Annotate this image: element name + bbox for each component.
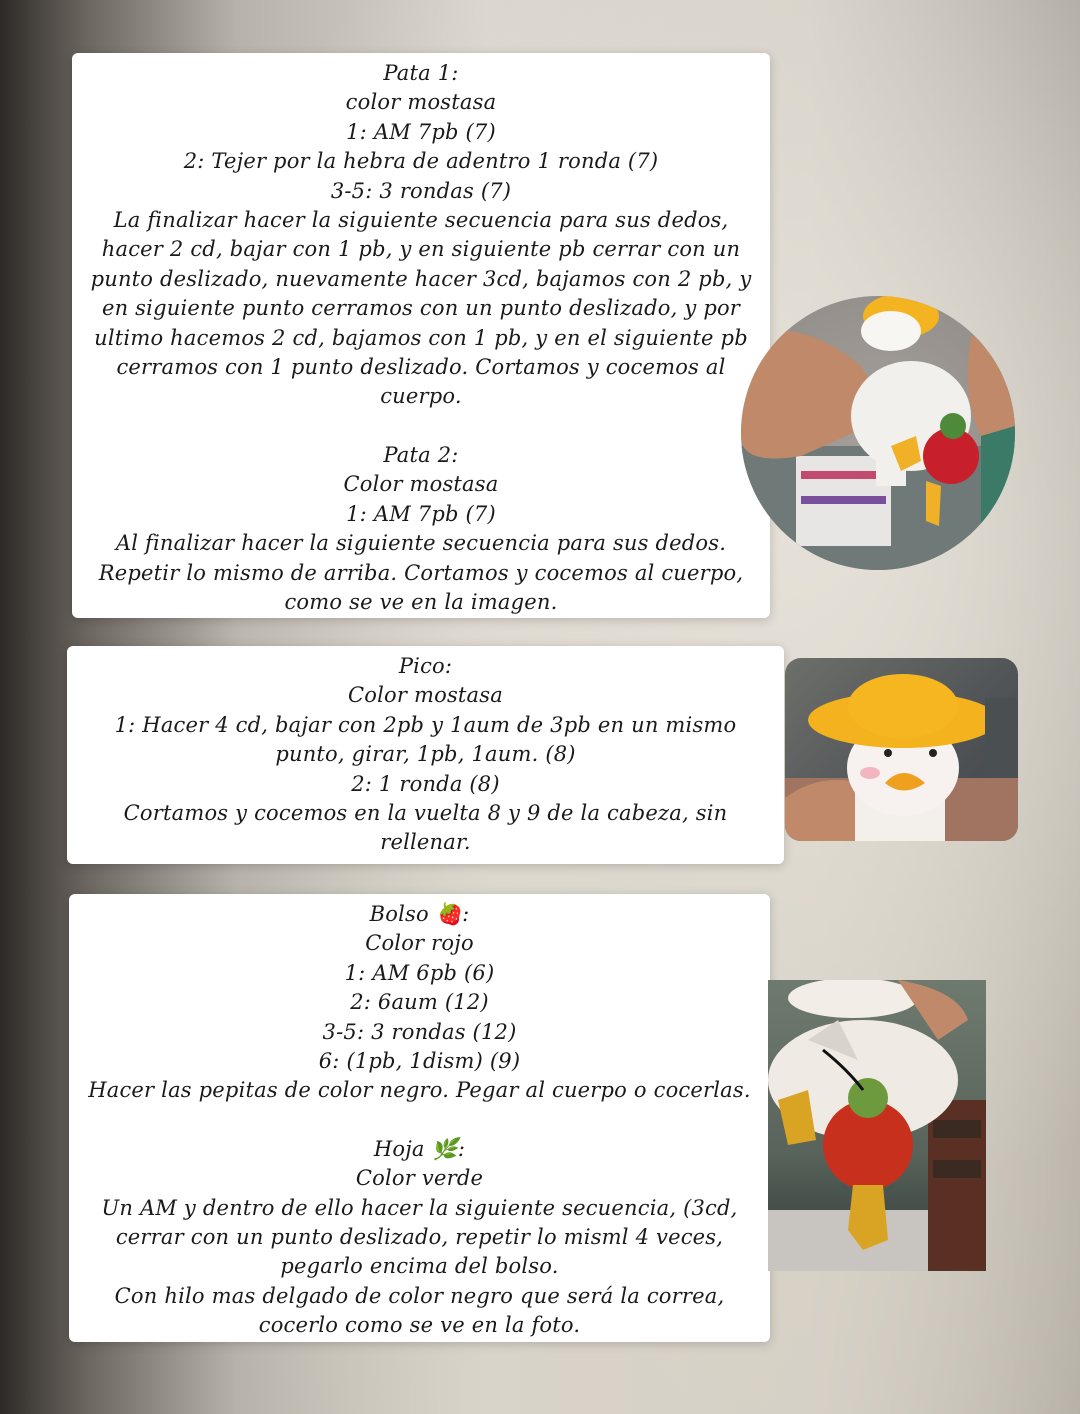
instruction-line: Pata 2: xyxy=(383,442,459,467)
duck-in-hand-photo xyxy=(741,296,1015,570)
instruction-line: 1: AM 6pb (6) xyxy=(344,960,495,985)
instruction-line: Hacer las pepitas de color negro. Pegar al cuerpo o cocerlas. xyxy=(88,1078,751,1103)
instruction-line: cocerlo como se ve en la foto. xyxy=(258,1313,581,1338)
instruction-line: 1: Hacer 4 cd, bajar con 2pb y 1aum de 3pb en un mismo xyxy=(114,712,737,737)
instruction-line: Pico: xyxy=(398,654,453,678)
instruction-line: punto deslizado, nuevamente hacer 3cd, bajamos con 2 pb, y xyxy=(90,266,752,291)
instruction-line: Color rojo xyxy=(365,931,474,956)
instruction-line: Al finalizar hacer la siguiente secuencia para sus dedos. xyxy=(115,531,727,556)
instruction-line: rellenar. xyxy=(380,830,471,855)
instruction-line: color mostasa xyxy=(345,90,497,115)
instruction-line: Bolso 🍓: xyxy=(369,902,470,926)
instruction-line: en siguiente punto cerramos con un punto deslizado, y por xyxy=(101,296,741,321)
instruction-line: 3-5: 3 rondas (7) xyxy=(330,178,512,203)
pata-instructions-card xyxy=(72,53,770,618)
instruction-line: 2: 6aum (12) xyxy=(350,990,489,1015)
instruction-line: La finalizar hacer la siguiente secuencia para sus dedos, xyxy=(113,208,729,233)
instruction-line: hacer 2 cd, bajar con 1 pb, y en siguiente pb cerrar con un xyxy=(101,237,741,262)
instruction-line: punto, girar, 1pb, 1aum. (8) xyxy=(275,742,576,767)
instruction-line: Color mostasa xyxy=(348,683,503,708)
instruction-line: ultimo hacemos 2 cd, bajamos con 1 pb, y en el siguiente pb xyxy=(94,325,748,350)
instruction-line: 2: 1 ronda (8) xyxy=(351,771,500,796)
instruction-line: cerramos con 1 punto deslizado. Cortamos y cocemos al xyxy=(116,355,726,380)
instruction-line: 1: AM 7pb (7) xyxy=(346,501,496,526)
instruction-line: 6: (1pb, 1dism) (9) xyxy=(318,1049,521,1074)
instruction-line: Repetir lo mismo de arriba. Cortamos y cocemos al cuerpo, xyxy=(98,560,744,585)
duck-strawberry-bag-photo xyxy=(768,980,986,1271)
instruction-line: cuerpo. xyxy=(380,384,462,409)
instruction-line: Hoja 🌿: xyxy=(373,1136,466,1161)
instruction-line: Color mostasa xyxy=(343,472,499,497)
instruction-line: Cortamos y cocemos en la vuelta 8 y 9 de la cabeza, sin xyxy=(123,801,728,826)
duck-head-photo xyxy=(785,658,1018,841)
instruction-line: Un AM y dentro de ello hacer la siguiente secuencia, (3cd, xyxy=(101,1195,738,1220)
bolso-hoja-instructions-card xyxy=(69,894,770,1342)
instruction-line: Con hilo mas delgado de color negro que será la correa, xyxy=(114,1283,725,1308)
instruction-line: cerrar con un punto deslizado, repetir lo misml 4 veces, xyxy=(115,1225,724,1250)
paragraph-gap xyxy=(82,412,760,441)
instruction-line: como se ve en la imagen. xyxy=(284,589,558,614)
instruction-line: pegarlo encima del bolso. xyxy=(280,1254,559,1279)
instruction-line: 1: AM 7pb (7) xyxy=(346,119,496,144)
instruction-line: Pata 1: xyxy=(383,61,459,85)
pico-instructions-card xyxy=(67,646,784,864)
instruction-line: 3-5: 3 rondas (12) xyxy=(322,1019,517,1044)
instruction-line: Color verde xyxy=(355,1166,484,1191)
paragraph-gap xyxy=(77,1106,762,1135)
instruction-line: 2: Tejer por la hebra de adentro 1 ronda (7) xyxy=(183,149,659,174)
